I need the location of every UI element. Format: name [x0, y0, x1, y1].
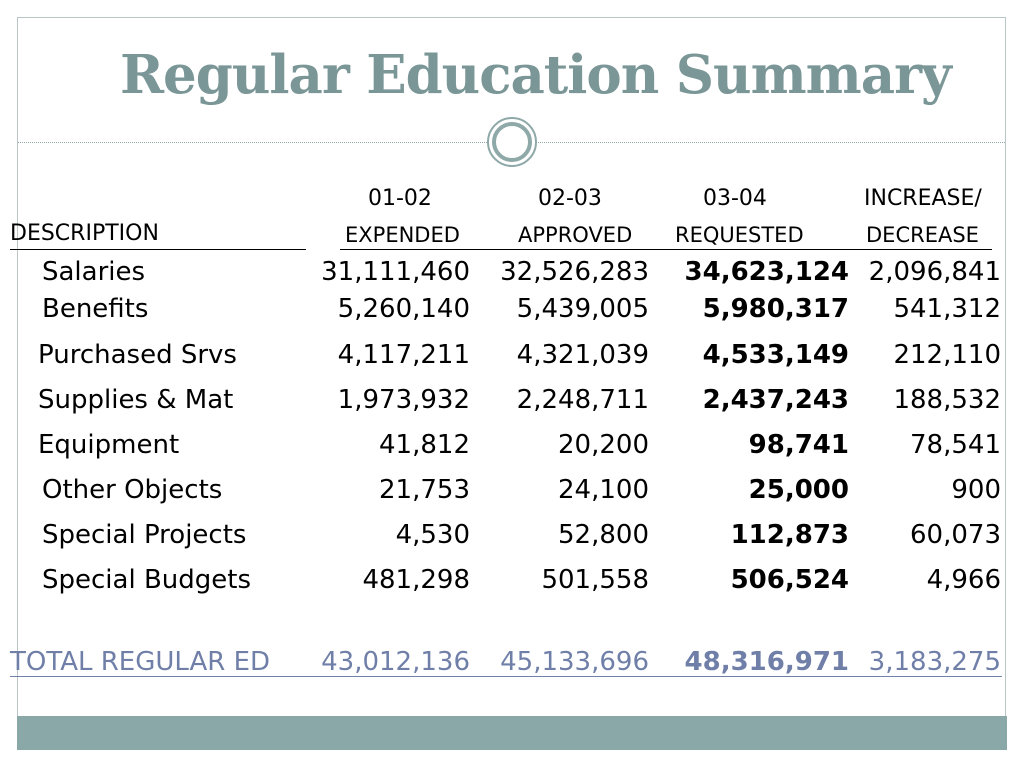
- col-year-approved: 02-03: [538, 186, 602, 211]
- total-underline: [10, 676, 1002, 677]
- total-expended: 43,012,136: [321, 647, 470, 677]
- cell-requested: 25,000: [748, 475, 849, 505]
- circle-ornament-icon: [486, 116, 538, 168]
- header-underline-columns: [340, 249, 992, 250]
- cell-increase: 60,073: [910, 520, 1001, 550]
- cell-increase: 212,110: [893, 340, 1001, 370]
- cell-approved: 52,800: [558, 520, 649, 550]
- cell-expended: 4,530: [395, 520, 470, 550]
- cell-expended: 481,298: [362, 565, 470, 595]
- cell-increase: 188,532: [893, 385, 1001, 415]
- cell-approved: 5,439,005: [516, 294, 649, 324]
- row-label: Benefits: [42, 294, 149, 324]
- row-label: Salaries: [42, 257, 146, 287]
- header-underline-description: [10, 249, 306, 250]
- cell-expended: 31,111,460: [321, 257, 470, 287]
- cell-increase: 78,541: [910, 430, 1001, 460]
- footer-accent-bar: [17, 716, 1007, 750]
- cell-approved: 501,558: [541, 565, 649, 595]
- row-label: Supplies & Mat: [38, 385, 234, 415]
- cell-requested: 506,524: [730, 565, 849, 595]
- cell-increase: 2,096,841: [868, 257, 1001, 287]
- col-label-decrease: DECREASE: [866, 223, 979, 247]
- total-label: TOTAL REGULAR ED: [10, 647, 271, 677]
- total-increase: 3,183,275: [868, 647, 1001, 677]
- cell-requested: 4,533,149: [702, 340, 849, 370]
- cell-increase: 541,312: [893, 294, 1001, 324]
- cell-expended: 1,973,932: [337, 385, 470, 415]
- cell-increase: 4,966: [926, 565, 1001, 595]
- cell-approved: 2,248,711: [516, 385, 649, 415]
- cell-requested: 112,873: [730, 520, 849, 550]
- cell-approved: 20,200: [558, 430, 649, 460]
- cell-requested: 5,980,317: [702, 294, 849, 324]
- cell-expended: 5,260,140: [337, 294, 470, 324]
- col-year-requested: 03-04: [703, 186, 767, 211]
- col-label-requested: REQUESTED: [675, 223, 804, 247]
- total-approved: 45,133,696: [500, 647, 649, 677]
- row-label: Equipment: [38, 430, 180, 460]
- row-label: Other Objects: [42, 475, 223, 505]
- page-title: Regular Education Summary: [120, 44, 951, 106]
- cell-approved: 4,321,039: [516, 340, 649, 370]
- cell-requested: 2,437,243: [702, 385, 849, 415]
- col-year-expended: 01-02: [368, 186, 432, 211]
- cell-requested: 98,741: [748, 430, 849, 460]
- row-label: Purchased Srvs: [38, 340, 237, 370]
- col-label-approved: APPROVED: [518, 223, 633, 247]
- cell-expended: 21,753: [379, 475, 470, 505]
- row-label: Special Budgets: [42, 565, 252, 595]
- cell-requested: 34,623,124: [684, 257, 849, 287]
- cell-expended: 41,812: [379, 430, 470, 460]
- col-label-expended: EXPENDED: [345, 223, 460, 247]
- col-description: DESCRIPTION: [10, 221, 159, 246]
- col-increase: INCREASE/: [864, 186, 982, 211]
- cell-approved: 32,526,283: [500, 257, 649, 287]
- row-label: Special Projects: [42, 520, 247, 550]
- cell-increase: 900: [951, 475, 1001, 505]
- cell-expended: 4,117,211: [337, 340, 470, 370]
- cell-approved: 24,100: [558, 475, 649, 505]
- total-requested: 48,316,971: [684, 647, 849, 677]
